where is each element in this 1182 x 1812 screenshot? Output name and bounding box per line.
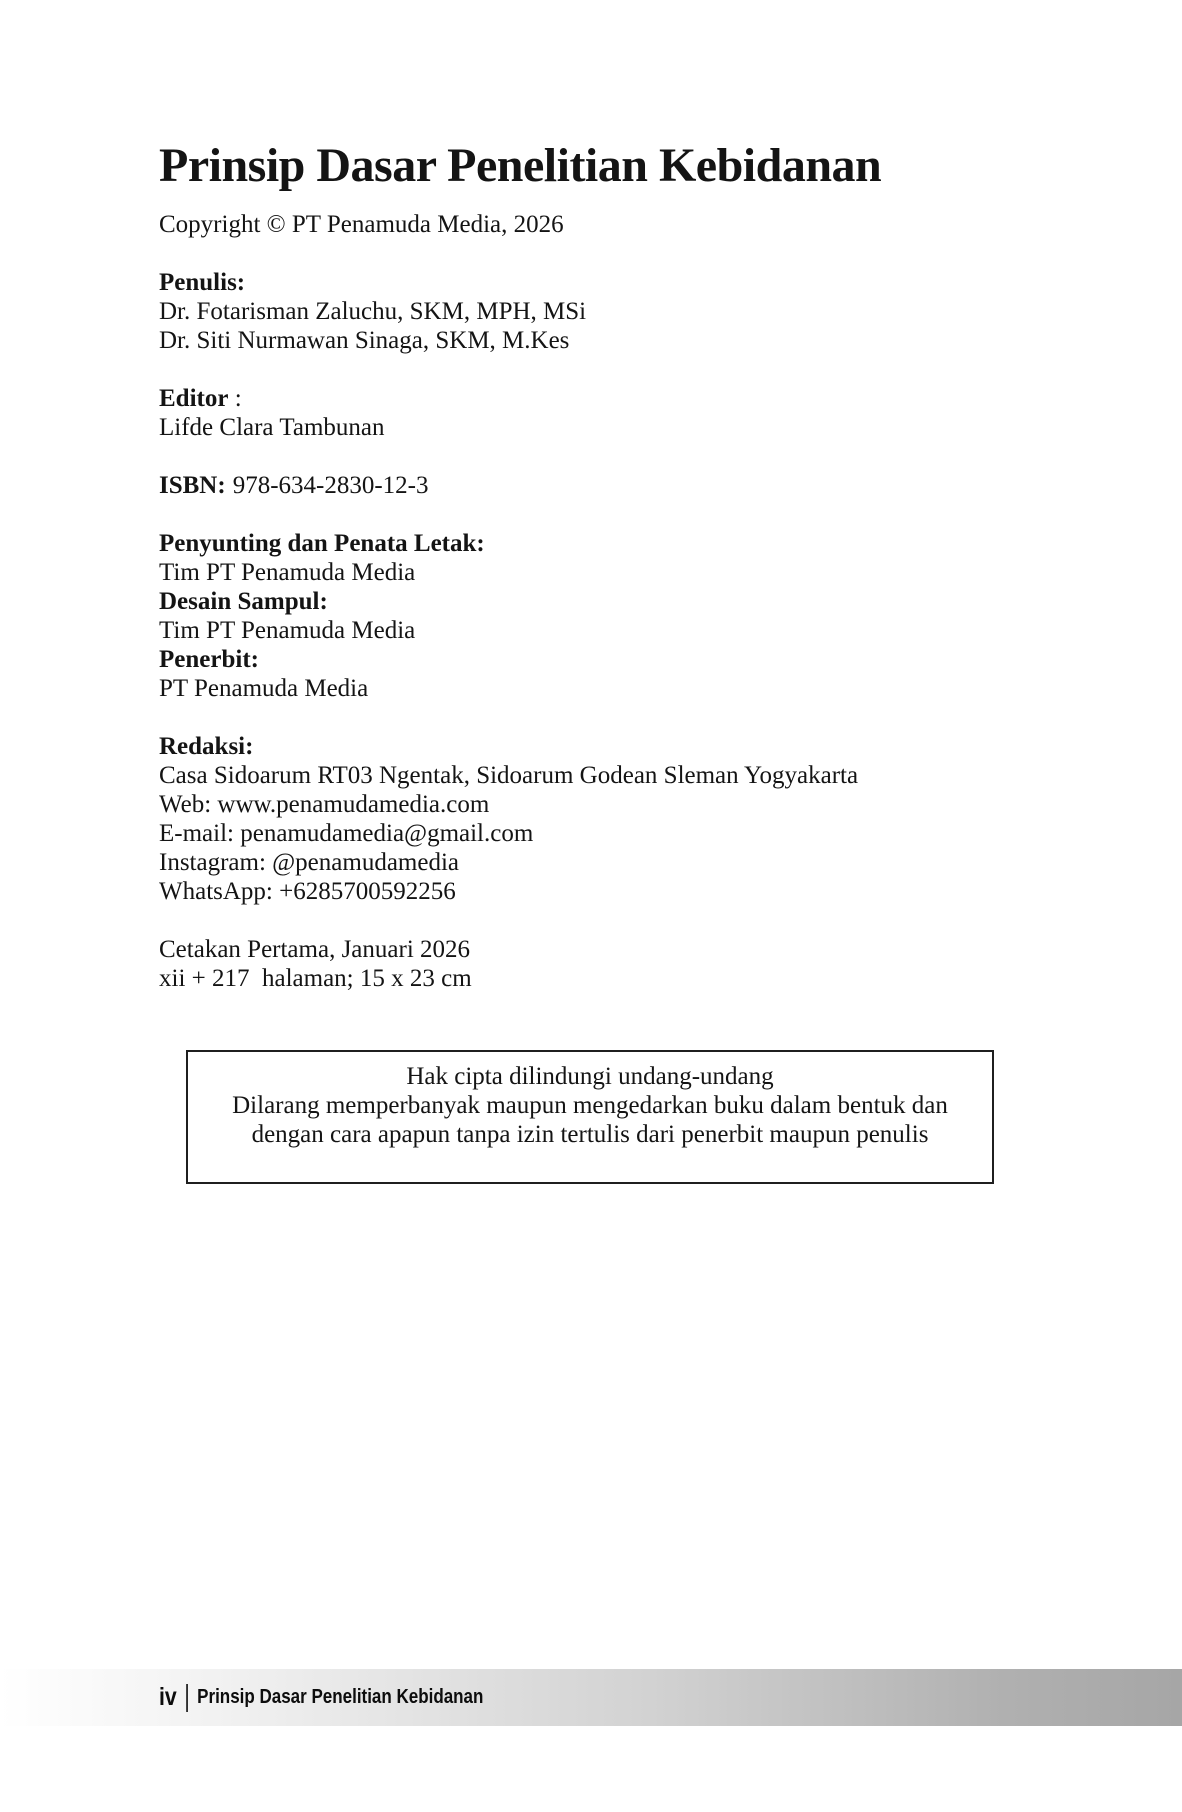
colophon-content xyxy=(159,140,1021,1184)
editor-label-line xyxy=(159,384,1021,413)
author-name: Dr. Siti Nurmawan Sinaga, SKM, M.Kes xyxy=(159,327,570,354)
editor-section xyxy=(159,384,1021,442)
editor-colon: : xyxy=(228,385,242,412)
redaksi-whatsapp: WhatsApp: +6285700592256 xyxy=(159,878,456,905)
redaksi-section xyxy=(159,732,1021,906)
cover-design-label: Desain Sampul: xyxy=(159,588,328,615)
redaksi-instagram: Instagram: @penamudamedia xyxy=(159,849,459,876)
redaksi-address: Casa Sidoarum RT03 Ngentak, Sidoarum Godean Sleman Yogyakarta xyxy=(159,762,859,789)
footer-divider xyxy=(186,1684,188,1712)
editor-name: Lifde Clara Tambunan xyxy=(159,414,385,441)
layout-editor-value: Tim PT Penamuda Media xyxy=(159,559,416,586)
redaksi-label: Redaksi: xyxy=(159,733,254,760)
redaksi-web: Web: www.penamudamedia.com xyxy=(159,791,490,818)
redaksi-email: E-mail: penamudamedia@gmail.com xyxy=(159,820,534,847)
publisher-label: Penerbit: xyxy=(159,646,259,673)
copyright-notice-box xyxy=(186,1050,994,1184)
notice-line-3: dengan cara apapun tanpa izin tertulis dari penerbit maupun penulis xyxy=(251,1121,929,1148)
editor-label: Editor xyxy=(159,385,229,412)
edition-printing: Cetakan Pertama, Januari 2026 xyxy=(159,936,471,963)
isbn-line xyxy=(159,471,1021,500)
cover-design-value: Tim PT Penamuda Media xyxy=(159,617,416,644)
authors-section xyxy=(159,268,1021,355)
footer-band xyxy=(0,1669,1182,1726)
footer-page-number: iv xyxy=(159,1683,177,1711)
publisher-value: PT Penamuda Media xyxy=(159,675,369,702)
author-name: Dr. Fotarisman Zaluchu, SKM, MPH, MSi xyxy=(159,298,587,325)
isbn-value: 978-634-2830-12-3 xyxy=(232,472,429,499)
footer-book-title: Prinsip Dasar Penelitian Kebidanan xyxy=(197,1686,484,1708)
page-title: Prinsip Dasar Penelitian Kebidanan xyxy=(159,139,882,192)
footer-content xyxy=(159,1669,483,1726)
notice-line-2: Dilarang memperbanyak maupun mengedarkan buku dalam bentuk dan xyxy=(232,1092,948,1119)
authors-label: Penulis: xyxy=(159,269,246,296)
edition-pages: xii + 217 halaman; 15 x 23 cm xyxy=(159,965,472,992)
isbn-section xyxy=(159,471,1021,500)
copyright-line: Copyright © PT Penamuda Media, 2026 xyxy=(159,211,564,238)
production-section xyxy=(159,529,1021,703)
edition-section xyxy=(159,935,1021,993)
isbn-label: ISBN: xyxy=(159,472,226,499)
layout-editor-label: Penyunting dan Penata Letak: xyxy=(159,530,485,557)
notice-line-1: Hak cipta dilindungi undang-undang xyxy=(406,1063,774,1090)
